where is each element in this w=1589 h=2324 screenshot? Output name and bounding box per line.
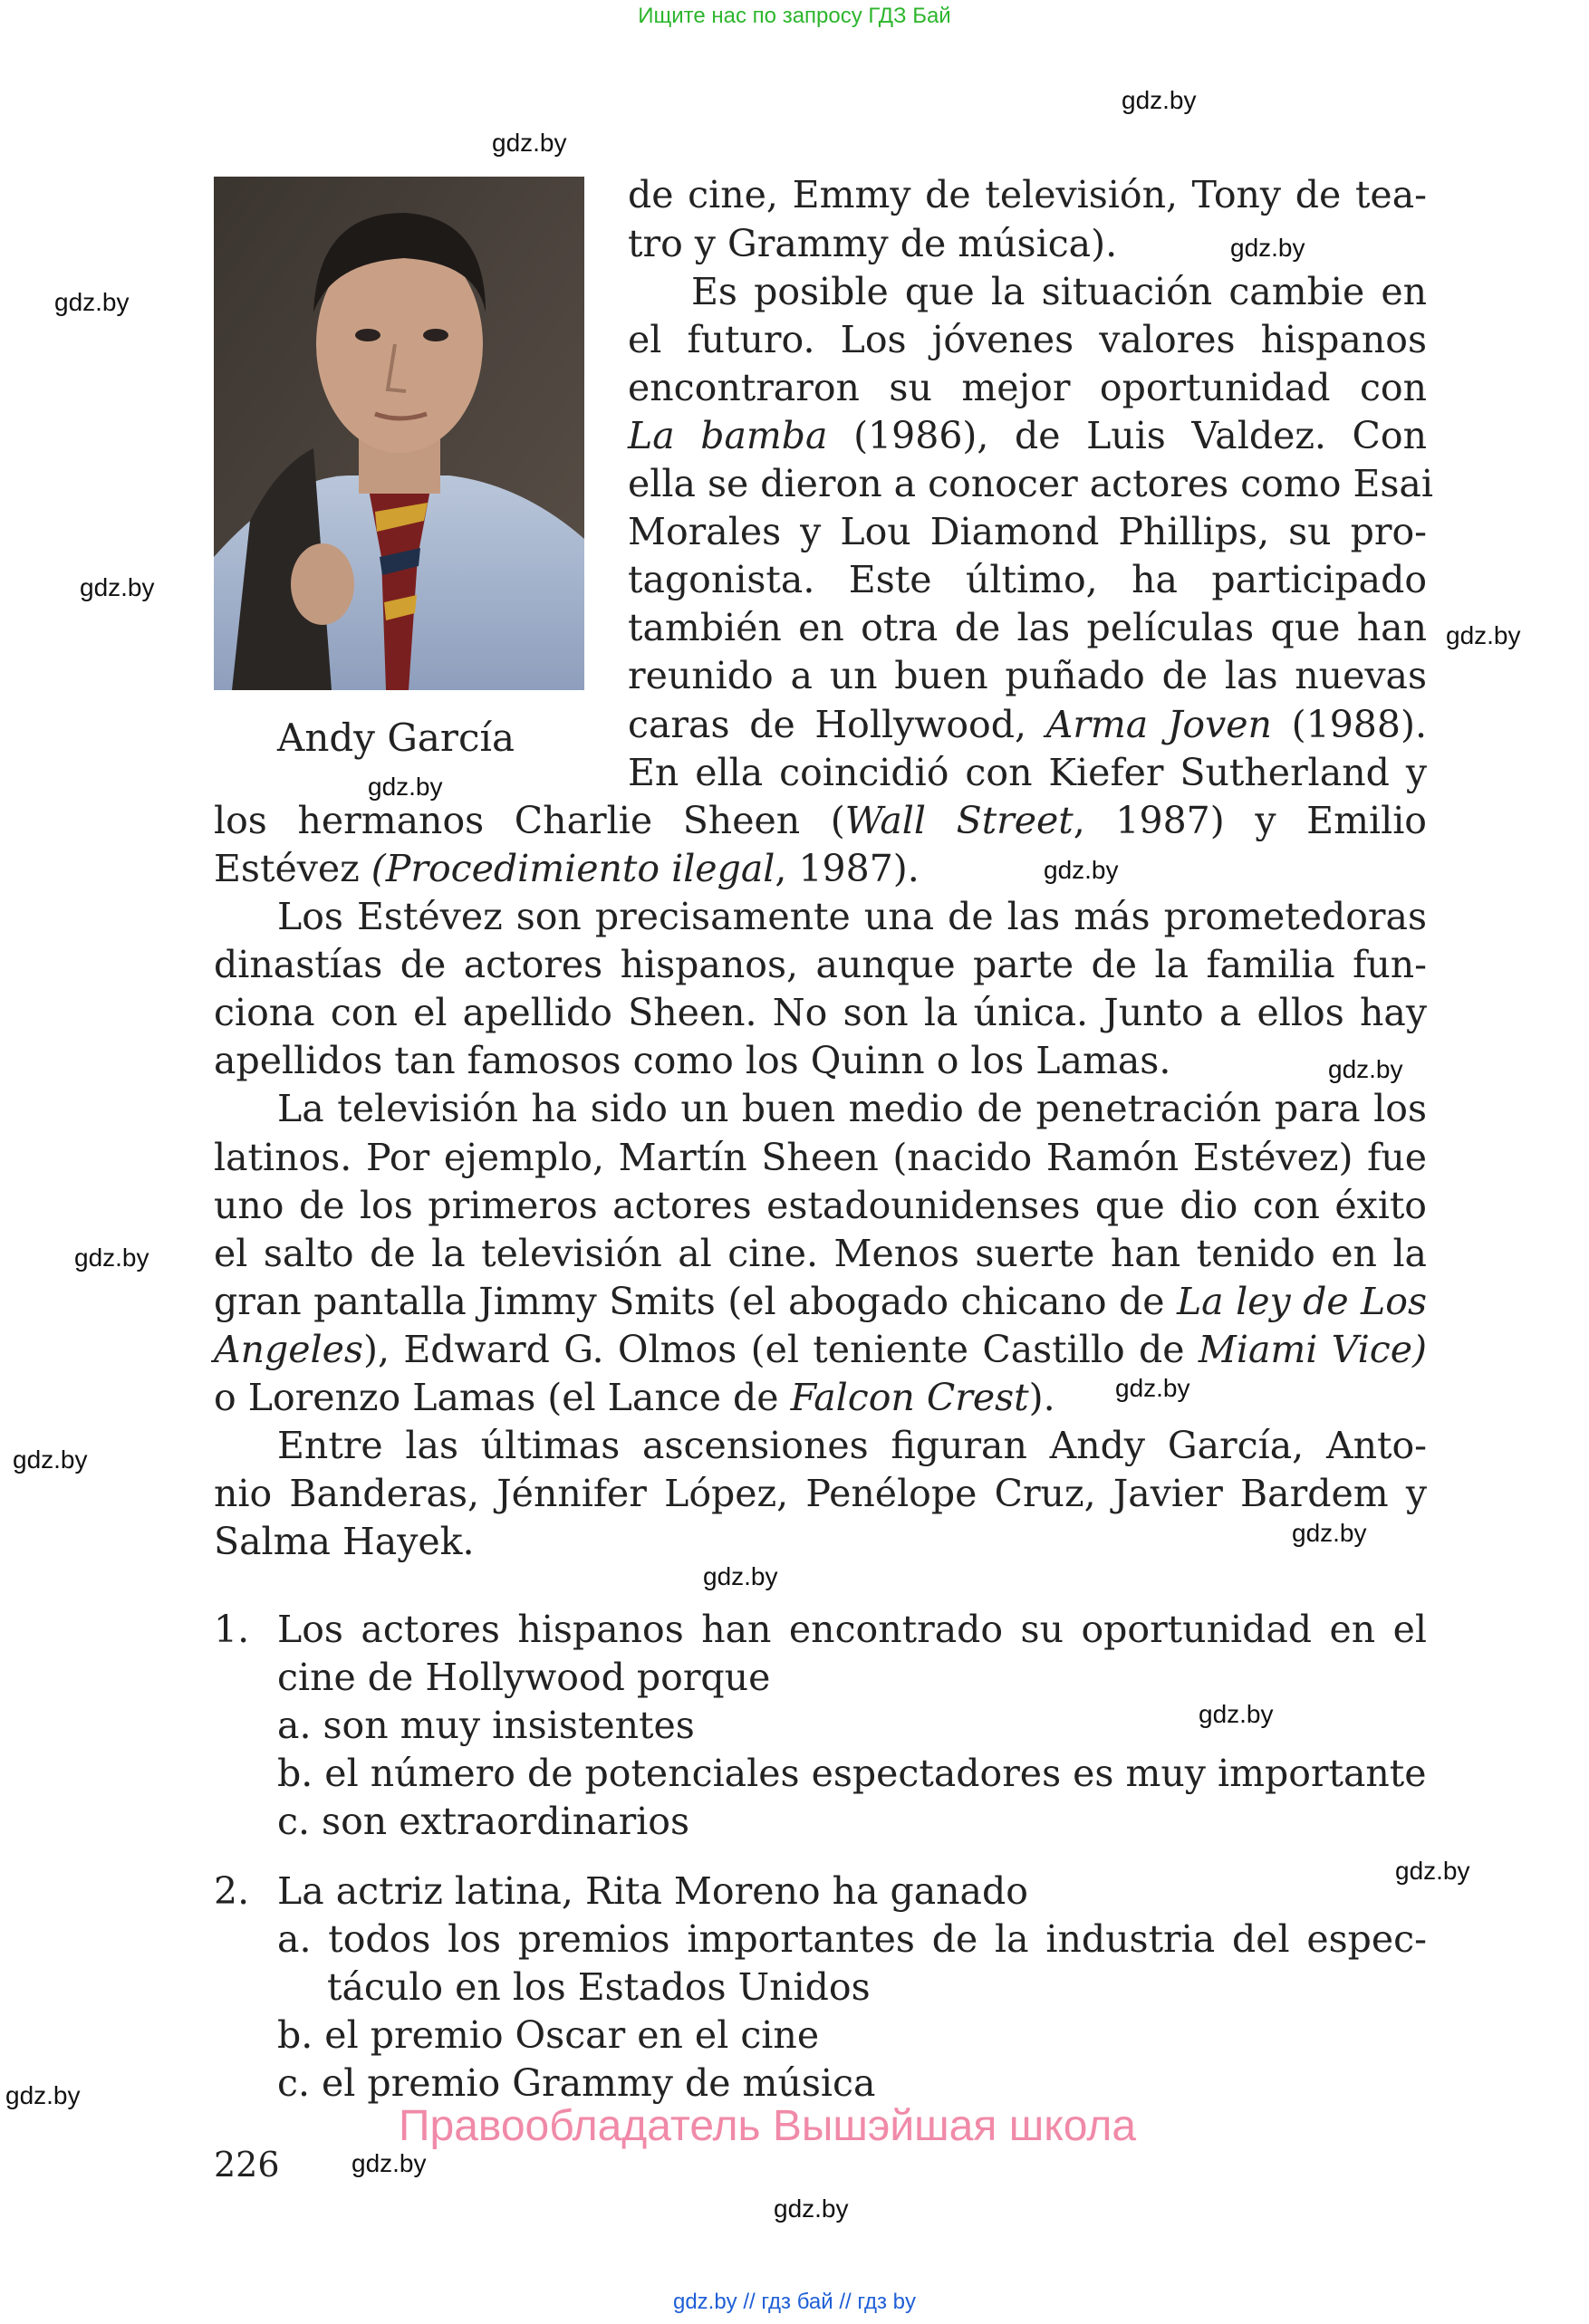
text-line: el futuro. Los jóvenes valores hispanos xyxy=(628,318,1427,361)
text-line: Los Estévez son precisamente una de las más prometedoras xyxy=(277,895,1427,938)
text-line: Es posible que la situación cambie en xyxy=(691,270,1427,313)
text-line: Entre las últimas ascensiones figuran Andy García, Anto- xyxy=(277,1424,1427,1467)
photo-caption: Andy García xyxy=(277,715,515,760)
text-line: La televisión ha sido un buen medio de penetración para los xyxy=(277,1087,1427,1130)
text-line: reunido a un buen puñado de las nuevas xyxy=(628,654,1427,697)
text-line: apellidos tan famosos como los Quinn o los Lamas. xyxy=(214,1039,1171,1082)
answer-option-continued: táculo en los Estados Unidos xyxy=(327,1965,871,2009)
text-line: ella se dieron a conocer actores como Esai xyxy=(628,462,1433,505)
answer-option[interactable]: b. el premio Oscar en el cine xyxy=(277,2013,820,2057)
text-line: caras de Hollywood, Arma Joven (1988). xyxy=(628,703,1428,746)
watermark: gdz.by xyxy=(80,573,155,601)
text-line: latinos. Por ejemplo, Martín Sheen (nacido Ramón Estévez) fue xyxy=(214,1136,1427,1179)
text-line: o Lorenzo Lamas (el Lance de Falcon Crest). xyxy=(214,1376,1055,1419)
text-line: En ella coincidió con Kiefer Sutherland y xyxy=(628,751,1427,794)
watermark: gdz.by xyxy=(1328,1055,1403,1083)
question-stem: Los actores hispanos han encontrado su oportunidad en el xyxy=(277,1608,1427,1651)
text-line: también en otra de las películas que han xyxy=(628,606,1427,649)
top-banner-link[interactable]: Ищите нас по запросу ГДЗ Бай xyxy=(638,4,951,28)
watermark: gdz.by xyxy=(1395,1857,1470,1885)
answer-option[interactable]: a. todos los premios importantes de la industria del espec- xyxy=(277,1917,1427,1961)
question-number: 1. xyxy=(214,1608,250,1651)
watermark: gdz.by xyxy=(1044,856,1119,884)
portrait-photo xyxy=(214,177,584,690)
text-line: de cine, Emmy de televisión, Tony de tea- xyxy=(628,173,1427,216)
text-line: Salma Hayek. xyxy=(214,1520,475,1563)
watermark: gdz.by xyxy=(1446,621,1521,649)
question-stem: cine de Hollywood porque xyxy=(277,1656,771,1699)
text-line: nio Banderas, Jénnifer López, Penélope Cruz, Javier Bardem y xyxy=(214,1472,1427,1515)
watermark: gdz.by xyxy=(1230,234,1305,262)
watermark: gdz.by xyxy=(774,2194,849,2223)
watermark: gdz.by xyxy=(13,1445,88,1474)
text-line: ciona con el apellido Sheen. No son la única. Junto a ellos hay xyxy=(214,991,1427,1034)
text-line: el salto de la televisión al cine. Menos suerte han tenido en la xyxy=(214,1232,1427,1275)
text-line: La bamba (1986), de Luis Valdez. Con xyxy=(628,414,1427,457)
text-line: Angeles), Edward G. Olmos (el teniente Castillo de Miami Vice) xyxy=(214,1328,1427,1371)
answer-option[interactable]: c. son extraordinarios xyxy=(277,1800,690,1843)
answer-option[interactable]: b. el número de potenciales espectadores es muy importante xyxy=(277,1752,1427,1795)
page-number: 226 xyxy=(214,2145,280,2185)
copyright-notice: Правообладатель Вышэйшая школа xyxy=(399,2102,1137,2150)
answer-option[interactable]: a. son muy insistentes xyxy=(277,1704,695,1747)
watermark: gdz.by xyxy=(368,773,443,801)
watermark: gdz.by xyxy=(703,1562,778,1590)
text-line: uno de los primeros actores estadounidenses que dio con éxito xyxy=(214,1184,1427,1227)
watermark: gdz.by xyxy=(1115,1374,1190,1402)
watermark: gdz.by xyxy=(1199,1700,1274,1728)
text-line: dinastías de actores hispanos, aunque parte de la familia fun- xyxy=(214,943,1427,986)
text-line: los hermanos Charlie Sheen (Wall Street, 1987) y Emilio xyxy=(214,799,1427,842)
footer-links[interactable]: gdz.by // гдз бай // гдз by xyxy=(672,2290,917,2314)
question-stem: La actriz latina, Rita Moreno ha ganado xyxy=(277,1869,1028,1913)
text-line: Estévez (Procedimiento ilegal, 1987). xyxy=(214,847,920,890)
text-line: Morales y Lou Diamond Phillips, su pro- xyxy=(628,510,1427,553)
text-line: tagonista. Este último, ha participado xyxy=(628,558,1427,601)
watermark: gdz.by xyxy=(5,2081,81,2109)
watermark: gdz.by xyxy=(1122,86,1197,114)
text-line: gran pantalla Jimmy Smits (el abogado chicano de La ley de Los xyxy=(214,1280,1427,1323)
answer-option[interactable]: c. el premio Grammy de música xyxy=(277,2061,876,2105)
text-line: tro y Grammy de música). xyxy=(628,222,1118,265)
text-line: encontraron su mejor oportunidad con xyxy=(628,366,1427,409)
watermark: gdz.by xyxy=(54,288,130,316)
watermark: gdz.by xyxy=(74,1244,149,1272)
question-number: 2. xyxy=(214,1869,250,1913)
watermark: gdz.by xyxy=(1292,1519,1367,1547)
watermark: gdz.by xyxy=(352,2149,427,2177)
watermark: gdz.by xyxy=(492,129,567,157)
